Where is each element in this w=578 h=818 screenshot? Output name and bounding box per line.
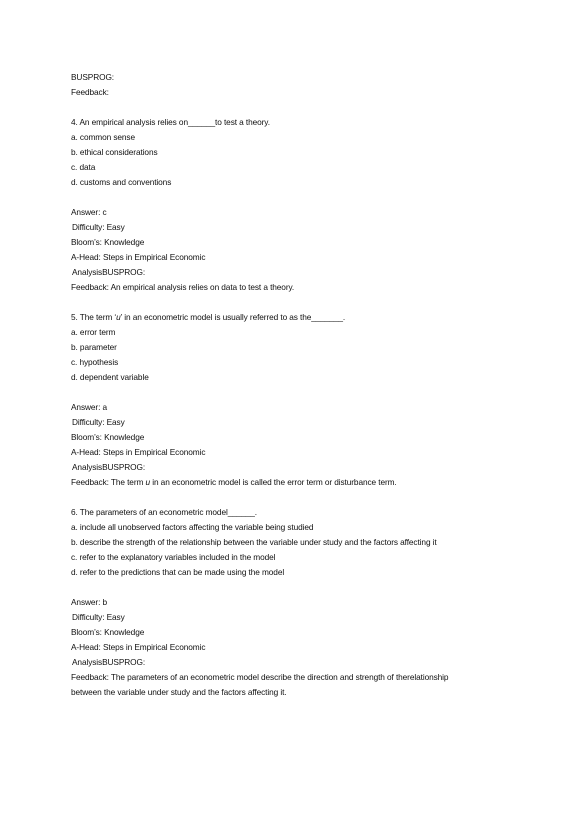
stem-before: 5. The term ‘: [71, 312, 117, 322]
option-a: a. common sense: [71, 132, 135, 142]
option-b: b. ethical considerations: [71, 147, 158, 157]
busprog-label: BUSPROG:: [71, 72, 114, 82]
question-bank-text: [71, 70, 521, 700]
stem-after: ’ in an econometric model is usually referred to as the_______.: [120, 312, 346, 322]
ahead-line: A-Head: Steps in Empirical Economic: [71, 252, 206, 262]
spacer: [71, 100, 521, 115]
option-b: b. describe the strength of the relationship between the variable under study and the factors affecting it: [71, 537, 437, 547]
option-a: a. error term: [71, 327, 116, 337]
option-a: a. include all unobserved factors affecting the variable being studied: [71, 522, 314, 532]
intro-block: [71, 70, 521, 100]
option-d: d. customs and conventions: [71, 177, 172, 187]
ahead-line: A-Head: Steps in Empirical Economic: [71, 447, 206, 457]
option-d: d. dependent variable: [71, 372, 149, 382]
option-b: b. parameter: [71, 342, 117, 352]
analysis-line: AnalysisBUSPROG:: [72, 267, 146, 277]
option-c: c. data: [71, 162, 96, 172]
analysis-line: AnalysisBUSPROG:: [72, 462, 146, 472]
feedback-label: Feedback:: [71, 87, 109, 97]
feedback-line: Feedback: An empirical analysis relies on data to test a theory.: [71, 282, 295, 292]
difficulty-line: Difficulty: Easy: [72, 222, 125, 232]
blooms-line: Bloom’s: Knowledge: [71, 432, 145, 442]
option-c: c. refer to the explanatory variables included in the model: [71, 552, 276, 562]
feedback-after: in an econometric model is called the error term or disturbance term.: [150, 477, 397, 487]
option-c: c. hypothesis: [71, 357, 119, 367]
question-stem: 6. The parameters of an econometric model______.: [71, 507, 257, 517]
question-6: [71, 505, 521, 700]
question-stem: 4. An empirical analysis relies on______to test a theory.: [71, 117, 270, 127]
stem-italic-u: u: [116, 312, 121, 322]
option-d: d. refer to the predictions that can be made using the model: [71, 567, 285, 577]
difficulty-line: Difficulty: Easy: [72, 417, 125, 427]
feedback-line: Feedback: The parameters of an econometric model describe the direction and strength of therelationship between the variable under study and the factors affecting it.: [71, 672, 449, 697]
spacer: [71, 580, 521, 595]
difficulty-line: Difficulty: Easy: [72, 612, 125, 622]
question-5: [71, 310, 521, 490]
spacer: [71, 490, 521, 505]
ahead-line: A-Head: Steps in Empirical Economic: [71, 642, 206, 652]
blooms-line: Bloom’s: Knowledge: [71, 627, 145, 637]
question-4: [71, 115, 521, 295]
spacer: [71, 295, 521, 310]
answer-line: Answer: c: [71, 207, 107, 217]
blooms-line: Bloom’s: Knowledge: [71, 237, 145, 247]
feedback-line: [71, 475, 521, 490]
question-stem: [71, 310, 521, 325]
spacer: [71, 385, 521, 400]
feedback-before: Feedback: The term: [71, 477, 146, 487]
feedback-italic-u: u: [145, 477, 151, 487]
analysis-line: AnalysisBUSPROG:: [72, 657, 146, 667]
spacer: [71, 190, 521, 205]
answer-line: Answer: b: [71, 597, 107, 607]
answer-line: Answer: a: [71, 402, 107, 412]
